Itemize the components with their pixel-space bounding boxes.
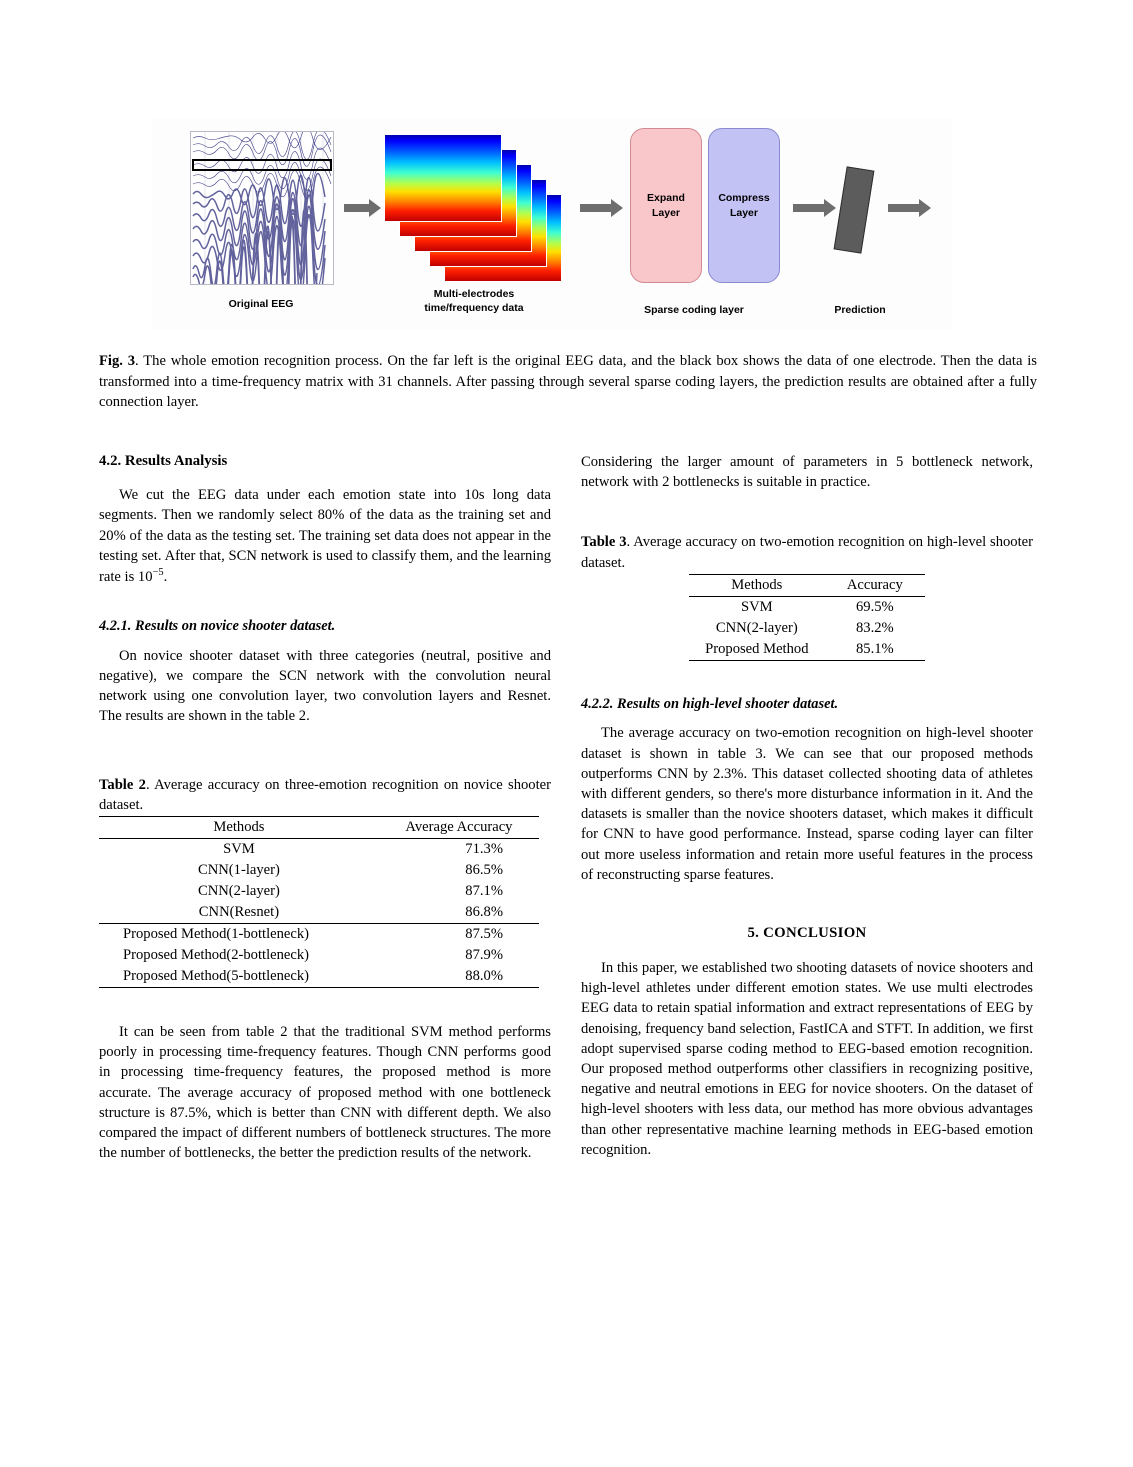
original-eeg-panel [190, 131, 334, 285]
figure-3-caption [99, 351, 1037, 413]
figure-3-diagram [152, 118, 952, 330]
table-3-accuracy: 83.2% [855, 619, 894, 636]
eeg-electrode-highlight-box [192, 159, 332, 171]
table-2-accuracy: 87.5% [379, 923, 539, 945]
paragraph-novice-shooter: On novice shooter dataset with three categories (neutral, positive and negative), we compare the SCN network with the convolution neural network using one convolution layer, two convolution layers and Resnet. The results are shown in the table 2. [99, 647, 551, 725]
table-3-caption-text: . Average accuracy on two-emotion recognition on high-level shooter dataset. [581, 534, 1033, 571]
section-heading-conclusion: 5. CONCLUSION [747, 925, 867, 941]
table-2-caption [99, 775, 551, 815]
table-2-method: Proposed Method(2-bottleneck) [123, 946, 310, 963]
time-frequency-stack [384, 134, 564, 284]
figure-3-caption-label: Fig. 3 [99, 353, 136, 369]
table-2-header-accuracy: Average Accuracy [379, 816, 539, 838]
arrow-icon [580, 204, 612, 212]
expand-layer-label-line2: Layer [651, 206, 681, 219]
multi-electrodes-label-line2: time/frequency data [424, 301, 524, 314]
subsection-heading-high-level-shooter: 4.2.2. Results on high-level shooter dataset. [581, 695, 839, 712]
expand-layer-box [630, 128, 702, 283]
table-2-accuracy: 86.8% [465, 903, 503, 920]
table-3-method: SVM [689, 596, 825, 618]
table-2-method: Proposed Method(5-bottleneck) [99, 966, 379, 988]
sparse-coding-layer-label: Sparse coding layer [644, 304, 744, 316]
table-2 [99, 816, 539, 988]
table-2-label: Table 2 [99, 776, 146, 793]
original-eeg-label: Original EEG [228, 298, 294, 310]
table-2-accuracy: 71.3% [379, 838, 539, 860]
subsection-heading-novice-shooter: 4.2.1. Results on novice shooter dataset. [99, 618, 336, 635]
table-2-method: CNN(Resnet) [198, 903, 280, 920]
table-3-header-row [689, 574, 925, 596]
paragraph-results-analysis-tail: . [163, 568, 168, 585]
paragraph-results-analysis [99, 485, 551, 587]
spectrogram-plane [384, 134, 502, 222]
learning-rate-exponent: −5 [152, 567, 164, 579]
table-row [99, 838, 539, 860]
compress-layer-label-line1: Compress [718, 192, 770, 205]
prediction-label: Prediction [834, 304, 886, 316]
eeg-traces-svg [191, 132, 333, 284]
table-row [689, 618, 925, 639]
table-2-method: CNN(2-layer) [198, 882, 280, 899]
table-row [99, 966, 539, 988]
paragraph-conclusion: In this paper, we established two shooting datasets of novice shooters and high-level athletes under different emotion states. We use multi electrodes EEG data to retain spatial information and extract representations of EEG by denoising, frequency band selection, FastICA and STFT. In addition, we first adopt supervised sparse coding method to EEG-based emotion recognition. Our proposed method outperforms other classifiers in recognizing positive, negative and neutral emotions in EEG for novice shooters. On the dataset of high-level shooters with less data, our method has more obvious advantages than other representative machine learning methods in EEG-based emotion recognition. [581, 960, 1033, 1158]
table-row [99, 902, 539, 924]
expand-layer-label-line1: Expand [647, 192, 685, 205]
table-2-method: CNN(1-layer) [198, 861, 280, 878]
table-2-header-methods: Methods [99, 816, 379, 838]
table-row [99, 923, 539, 945]
multi-electrodes-label [374, 288, 574, 315]
paragraph-bottleneck-practice: Considering the larger amount of parameters in 5 bottleneck network, network with 2 bottlenecks is suitable in practice. [581, 454, 1033, 491]
table-2-block [99, 775, 551, 988]
table-3-method: CNN(2-layer) [715, 619, 798, 636]
paragraph-high-level-shooter: The average accuracy on two-emotion recognition on high-level shooter dataset is shown in table 3. We can see that our proposed methods outperforms CNN by 2.3%. This dataset collected shooting data of athletes with different genders, so there's more disturbance information in it. And the datasets is smaller than the novice shooters dataset, which makes it difficult for CNN to have good performance. Instead, sparse coding layer can filter out more useless information and retain more useful features in the process of reconstructing sparse features. [581, 725, 1033, 883]
table-3-caption [581, 532, 1033, 572]
table-2-caption-text: . Average accuracy on three-emotion recognition on novice shooter dataset. [99, 776, 551, 813]
section-heading-results-analysis: 4.2. Results Analysis [99, 453, 228, 469]
compress-layer-box [708, 128, 780, 283]
multi-electrodes-label-line1: Multi-electrodes [433, 288, 515, 300]
figure-3 [152, 118, 952, 330]
table-3-header-accuracy: Accuracy [825, 574, 925, 596]
table-3-method: Proposed Method [689, 639, 825, 661]
arrow-icon [793, 204, 825, 212]
arrow-icon [888, 204, 920, 212]
table-row [99, 881, 539, 902]
table-3-accuracy: 69.5% [825, 596, 925, 618]
paragraph-table-2-discussion: It can be seen from table 2 that the traditional SVM method performs poorly in processing time-frequency features. Though CNN performs good in processing time-frequency features, the proposed method is more accurate. The average accuracy of proposed method with one bottleneck structure is 87.5%, which is better than CNN with different depth. We also compared the impact of different numbers of bottleneck structures. The more the number of bottlenecks, the better the prediction results of the network. [99, 1023, 551, 1162]
paragraph-results-analysis-text: We cut the EEG data under each emotion state into 10s long data segments. Then we randomly select 80% of the data as the training set and 20% of the data as the testing set. The training set data does not appear in the testing set. After that, SCN network is used to classify them, and the learning rate is 10 [99, 487, 551, 585]
right-column [581, 452, 1033, 1174]
table-3-label: Table 3 [581, 534, 627, 551]
table-2-accuracy: 87.9% [465, 946, 503, 963]
left-column [99, 452, 551, 1177]
table-2-header-row [99, 816, 539, 838]
table-row [99, 945, 539, 966]
table-3-block [581, 532, 1033, 660]
table-row [689, 596, 925, 618]
table-2-accuracy: 86.5% [465, 861, 503, 878]
table-3-header-methods: Methods [689, 574, 825, 596]
figure-3-caption-text: . The whole emotion recognition process. On the far left is the original EEG data, and the black box shows the data of one electrode. Then the data is transformed into a time-frequency matrix with 31 channels. After passing through several sparse coding layers, the prediction results are obtained after a fully connection layer. [99, 353, 1037, 411]
compress-layer-label-line2: Layer [729, 206, 758, 219]
table-2-accuracy: 88.0% [379, 966, 539, 988]
table-row [99, 860, 539, 881]
table-3 [689, 574, 925, 661]
arrow-icon [344, 204, 370, 212]
prediction-slab [834, 166, 875, 253]
table-3-accuracy: 85.1% [825, 639, 925, 661]
table-2-method: Proposed Method(1-bottleneck) [99, 923, 379, 945]
table-2-method: SVM [99, 838, 379, 860]
table-row [689, 639, 925, 661]
table-2-accuracy: 87.1% [465, 882, 503, 899]
